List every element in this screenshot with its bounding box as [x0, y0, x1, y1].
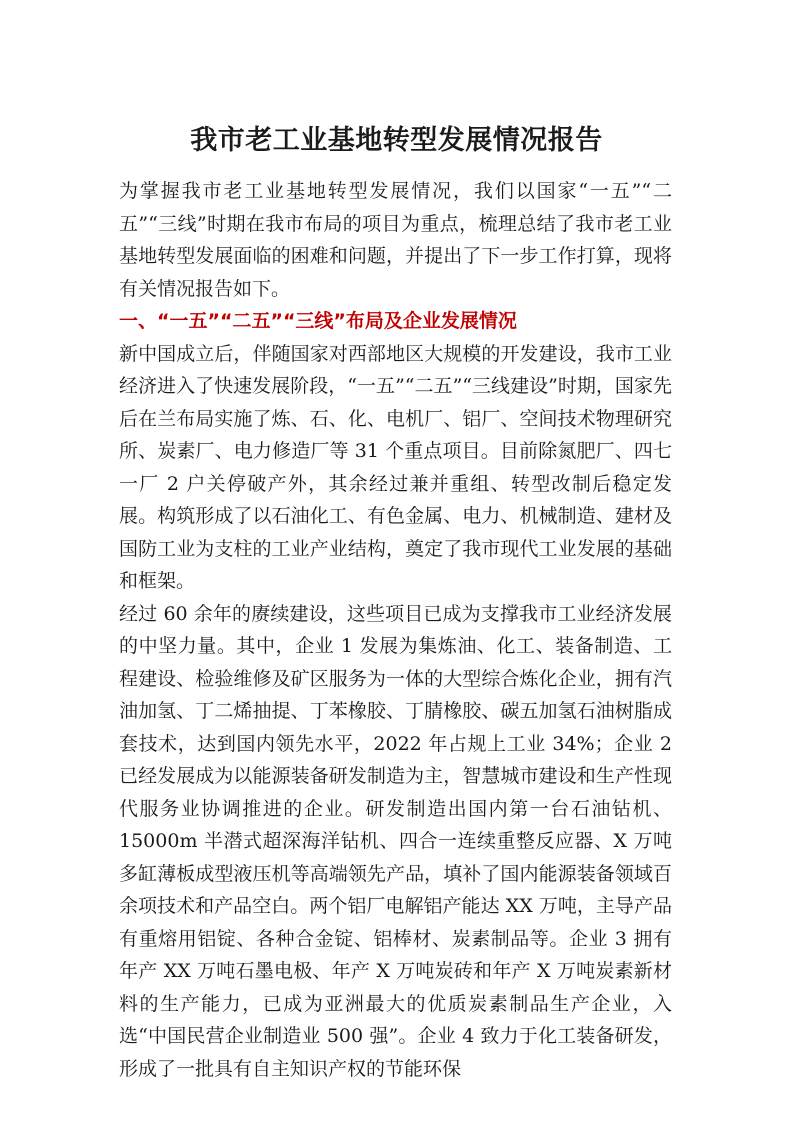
document-title: 我市老工业基地转型发展情况报告	[190, 125, 603, 156]
document-body	[119, 175, 672, 1085]
intro-paragraph: 为掌握我市老工业基地转型发展情况，我们以国家“一五”“二五”“三线”时期在我市布局的项目为重点，梳理总结了我市老工业基地转型发展面临的困难和问题，并提出了下一步工作打算，现将有关情况报告如下。	[119, 180, 672, 300]
section-heading: 一、“一五”“二五”“三线”布局及企业发展情况	[119, 310, 517, 332]
body-paragraph-1: 新中国成立后，伴随国家对西部地区大规模的开发建设，我市工业经济进入了快速发展阶段，“一五”“二五”“三线建设”时期，国家先后在兰布局实施了炼、石、化、电机厂、铝厂、空间技术物理研究所、炭素厂、电力修造厂等 31 个重点项目。目前除氮肥厂、四七一厂 2 户关停破产外，其余经过兼并重组、转型改制后稳定发展。构筑形成了以石油化工、有色金属、电力、机械制造、建材及国防工业为支柱的工业产业结构，奠定了我市现代工业发展的基础和框架。	[119, 342, 672, 592]
body-paragraph-2: 经过 60 余年的赓续建设，这些项目已成为支撑我市工业经济发展的中坚力量。其中，企业 1 发展为集炼油、化工、装备制造、工程建设、检验维修及矿区服务为一体的大型综合炼化企业，拥有汽油加氢、丁二烯抽提、丁苯橡胶、丁腈橡胶、碳五加氢石油树脂成套技术，达到国内领先水平，2022 年占规上工业 34%；企业 2 已经发展成为以能源装备研发制造为主，智慧城市建设和生产性现代服务业协调推进的企业。研发制造出国内第一台石油钻机、15000m 半潜式超深海洋钻机、四合一连续重整反应器、X 万吨多缸薄板成型液压机等高端领先产品，填补了国内能源装备领域百余项技术和产品空白。两个铝厂电解铝产能达 XX 万吨，主导产品有重熔用铝锭、各种合金锭、铝棒材、炭素制品等。企业 3 拥有年产 XX 万吨石墨电极、年产 X 万吨炭砖和年产 X 万吨炭素新材料的生产能力，已成为亚洲最大的优质炭素制品生产企业，入选“中国民营企业制造业 500 强”。企业 4 致力于化工装备研发，形成了一批具有自主知识产权的节能环保	[119, 602, 672, 1080]
